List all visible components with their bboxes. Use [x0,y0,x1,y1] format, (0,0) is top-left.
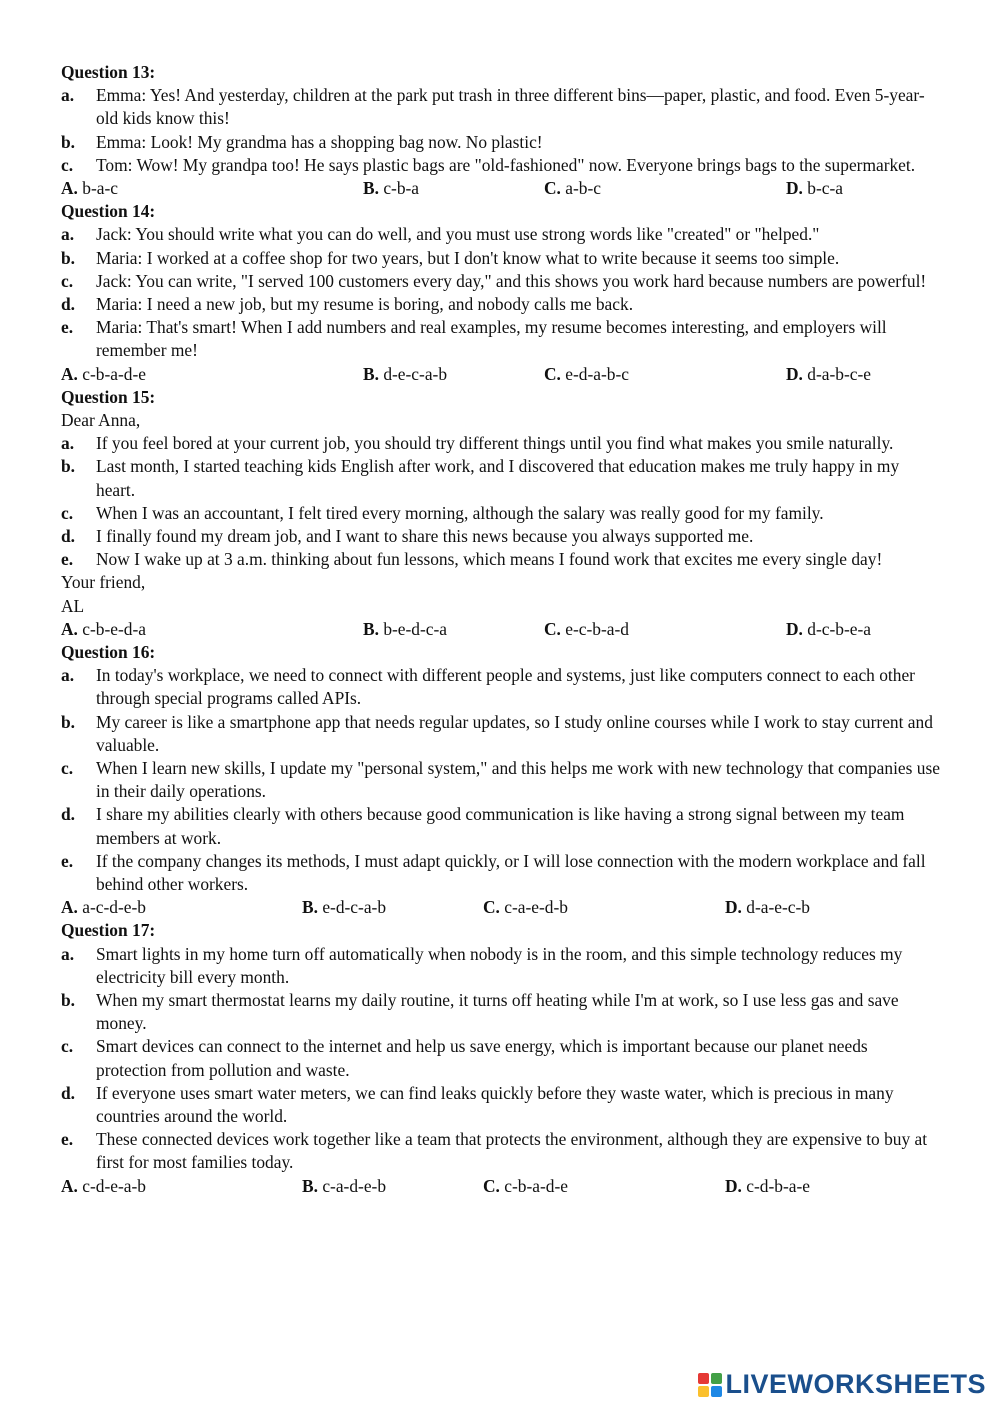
question-15 [61,386,941,641]
answer-option-b[interactable]: B. b-e-d-c-a [363,618,448,639]
answer-option-d[interactable]: D. d-c-b-e-a [786,618,871,639]
item-text: Jack: You should write what you can do well, and you must use strong words like "created" or "helped." [96,224,820,245]
answer-options [61,618,941,641]
item-text: When I was an accountant, I felt tired every morning, although the salary was really good for my family. [96,502,824,523]
answer-option-c[interactable]: C. c-a-e-d-b [483,897,568,918]
liveworksheets-logo-icon [698,1373,722,1397]
question-title: Question 17: [61,920,156,941]
answer-options [61,363,941,386]
logo-square-icon [711,1386,722,1397]
item-text: If the company changes its methods, I must adapt quickly, or I will lose connection with the modern workplace and fall behind other workers. [96,850,926,895]
list-item: e. These connected devices work together like a team that protects the environment, although they are expensive to buy at first for most families today. [61,1128,941,1174]
question-17 [61,919,941,1197]
answer-option-c[interactable]: C. e-d-a-b-c [544,363,629,384]
answer-option-a[interactable]: A. a-c-d-e-b [61,897,146,918]
answer-option-b[interactable]: B. e-d-c-a-b [302,897,387,918]
item-text: Tom: Wow! My grandpa too! He says plastic bags are "old-fashioned" now. Everyone brings bags to the supermarket. [96,154,916,175]
item-text: Maria: I need a new job, but my resume is boring, and nobody calls me back. [96,294,634,315]
item-text: I finally found my dream job, and I want to share this news because you always supported me. [96,526,754,547]
list-item: a. In today's workplace, we need to connect with different people and systems, just like computers connect to each other through special programs called APIs. [61,664,941,710]
list-item: c. Jack: You can write, "I served 100 customers every day," and this shows you work hard because numbers are powerful! [61,270,941,293]
list-item: c. When I was an accountant, I felt tired every morning, although the salary was really good for my family. [61,502,941,525]
answer-option-c[interactable]: C. a-b-c [544,178,601,199]
answer-option-c[interactable]: C. c-b-a-d-e [483,1175,568,1196]
list-item: b. When my smart thermostat learns my daily routine, it turns off heating while I'm at work, so I use less gas and save money. [61,989,941,1035]
item-text: Jack: You can write, "I served 100 customers every day," and this shows you work hard because numbers are powerful! [96,270,927,291]
item-text: If everyone uses smart water meters, we can find leaks quickly before they waste water, which is precious in many countries around the world. [96,1082,894,1127]
letter-closing: Your friend, [61,572,146,593]
answer-options [61,177,941,200]
answer-option-d[interactable]: D. c-d-b-a-e [725,1175,810,1196]
answer-option-b[interactable]: B. c-b-a [363,178,420,199]
logo-square-icon [698,1386,709,1397]
list-item: c. When I learn new skills, I update my "personal system," and this helps me work with new technology that companies use in their daily operations. [61,757,941,803]
item-text: Now I wake up at 3 a.m. thinking about fun lessons, which means I found work that excites me every single day! [96,549,883,570]
item-text: Maria: That's smart! When I add numbers and real examples, my resume becomes interesting, and employers will remember me! [96,317,887,361]
liveworksheets-brand[interactable] [698,1369,986,1400]
question-title: Question 14: [61,201,156,222]
list-item: e. Maria: That's smart! When I add numbers and real examples, my resume becomes interesting, and employers will remember me! [61,316,941,362]
item-text: Emma: Look! My grandma has a shopping bag now. No plastic! [96,131,543,152]
question-title: Question 15: [61,386,156,407]
answer-option-d[interactable]: D. b-c-a [786,178,843,199]
item-text: Smart devices can connect to the internet and help us save energy, which is important because our planet needs protection from pollution and waste. [96,1036,868,1080]
list-item: b. Last month, I started teaching kids English after work, and I discovered that education makes me truly happy in my heart. [61,455,941,501]
list-item: c. Smart devices can connect to the internet and help us save energy, which is important because our planet needs protection from pollution and waste. [61,1035,941,1081]
answer-option-d[interactable]: D. d-a-b-c-e [786,363,871,384]
item-text: These connected devices work together like a team that protects the environment, although they are expensive to buy at first for most families today. [96,1129,928,1173]
list-item: e. Now I wake up at 3 a.m. thinking about fun lessons, which means I found work that excites me every single day! [61,548,941,571]
item-text: My career is like a smartphone app that needs regular updates, so I study online courses while I work to stay current and valuable. [96,711,933,755]
list-item: a. Emma: Yes! And yesterday, children at the park put trash in three different bins—paper, plastic, and food. Even 5-year-old kids know this! [61,84,941,130]
worksheet-page [61,61,941,1198]
brand-name: LIVEWORKSHEETS [725,1369,986,1399]
item-text: Emma: Yes! And yesterday, children at the park put trash in three different bins—paper, plastic, and food. Even 5-year-old kids know this! [96,85,925,129]
list-item: d. I share my abilities clearly with others because good communication is like having a strong signal between my team members at work. [61,803,941,849]
list-item: b. Emma: Look! My grandma has a shopping bag now. No plastic! [61,131,941,154]
question-title: Question 16: [61,642,156,663]
item-text: In today's workplace, we need to connect with different people and systems, just like computers connect to each other through special programs called APIs. [96,665,915,709]
answer-option-a[interactable]: A. b-a-c [61,178,118,199]
list-item: c. Tom: Wow! My grandpa too! He says plastic bags are "old-fashioned" now. Everyone brings bags to the supermarket. [61,154,941,177]
list-item: e. If the company changes its methods, I must adapt quickly, or I will lose connection with the modern workplace and fall behind other workers. [61,850,941,896]
question-16 [61,641,941,919]
item-text: When I learn new skills, I update my "personal system," and this helps me work with new technology that companies use in their daily operations. [96,758,940,802]
logo-square-icon [711,1373,722,1384]
answer-option-b[interactable]: B. d-e-c-a-b [363,363,448,384]
answer-option-d[interactable]: D. d-a-e-c-b [725,897,810,918]
item-text: I share my abilities clearly with others because good communication is like having a strong signal between my team members at work. [96,804,905,848]
item-text: When my smart thermostat learns my daily routine, it turns off heating while I'm at work, so I use less gas and save money. [96,990,899,1034]
answer-option-a[interactable]: A. c-b-e-d-a [61,618,146,639]
answer-option-b[interactable]: B. c-a-d-e-b [302,1175,387,1196]
list-item: d. If everyone uses smart water meters, we can find leaks quickly before they waste water, which is precious in many countries around the world. [61,1082,941,1128]
letter-signature: AL [61,595,85,616]
list-item: d. Maria: I need a new job, but my resume is boring, and nobody calls me back. [61,293,941,316]
answer-options [61,896,941,919]
question-title: Question 13: [61,62,156,82]
logo-square-icon [698,1373,709,1384]
list-item: b. My career is like a smartphone app that needs regular updates, so I study online courses while I work to stay current and valuable. [61,711,941,757]
answer-option-a[interactable]: A. c-d-e-a-b [61,1175,146,1196]
letter-greeting: Dear Anna, [61,410,141,431]
answer-options [61,1175,941,1198]
answer-option-c[interactable]: C. e-c-b-a-d [544,618,629,639]
item-text: If you feel bored at your current job, you should try different things until you find what makes you smile naturally. [96,433,894,454]
item-text: Last month, I started teaching kids English after work, and I discovered that education makes me truly happy in my heart. [96,456,900,500]
question-14 [61,200,941,386]
answer-option-a[interactable]: A. c-b-a-d-e [61,363,146,384]
item-text: Smart lights in my home turn off automatically when nobody is in the room, and this simple technology reduces my electricity bill every month. [96,943,903,987]
list-item: a. Jack: You should write what you can do well, and you must use strong words like "created" or "helped." [61,223,941,246]
question-13 [61,61,941,200]
list-item: a. If you feel bored at your current job, you should try different things until you find what makes you smile naturally. [61,432,941,455]
list-item: b. Maria: I worked at a coffee shop for two years, but I don't know what to write because it seems too simple. [61,247,941,270]
list-item: a. Smart lights in my home turn off automatically when nobody is in the room, and this simple technology reduces my electricity bill every month. [61,943,941,989]
item-text: Maria: I worked at a coffee shop for two years, but I don't know what to write because it seems too simple. [96,247,840,268]
list-item: d. I finally found my dream job, and I want to share this news because you always supported me. [61,525,941,548]
